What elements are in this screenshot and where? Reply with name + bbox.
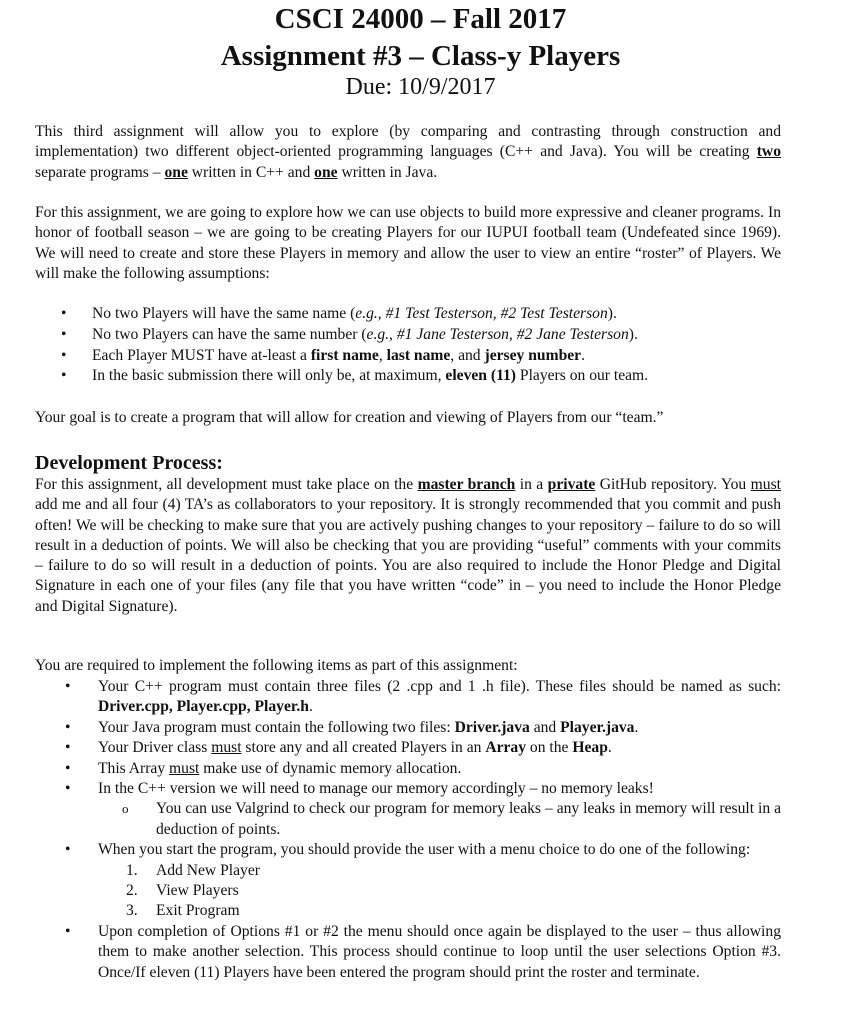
sub-list-item: o You can use Valgrind to check our program for memory leaks – any leaks in memory will result in a deduction of points. [98,799,781,840]
course-title: CSCI 24000 – Fall 2017 [274,3,567,35]
assignment-paragraph: For this assignment, we are going to explore how we can use objects to build more expressive and cleaner programs. In honor of football season – we are going to be creating Players for our IUPUI football team (Undefeated since 1969). We will need to create and store these Players in memory and allow the user to view an entire “roster” of Players. We will make the following assumptions: [35,204,781,282]
list-item: • Your Driver class must store any and all created Players in an Array on the Heap. [35,738,781,758]
list-item: • Your C++ program must contain three files (2 .cpp and 1 .h file). These files should be named as such: Driver.cpp, Player.cpp, Player.h. [35,677,781,718]
list-item: • Upon completion of Options #1 or #2 the menu should once again be displayed to the user – thus allowing them to make another selection. This process should continue to loop until the user selections Option #3. Once/If eleven (11) Players have been entered the program should print the roster and terminate. [35,922,781,983]
section-heading: Development Process: [35,452,223,474]
menu-option: 1. Add New Player [126,861,260,879]
list-item: • No two Players can have the same number (e.g., #1 Jane Testerson, #2 Jane Testerson). [35,325,781,346]
list-item: • No two Players will have the same name (e.g., #1 Test Testerson, #2 Test Testerson). [35,304,781,325]
due-date: Due: 10/9/2017 [345,74,496,100]
goal-paragraph: Your goal is to create a program that will allow for creation and viewing of Players from our “team.” [35,409,664,426]
assumptions-list [35,304,781,387]
sub-list [98,799,781,840]
menu-option: 3. Exit Program [126,902,240,920]
intro-paragraph: This third assignment will allow you to explore (by comparing and contrasting through construction and implementation) two different object-oriented programming languages (C++ and Java). You will be creating two separate programs – one written in C++ and one written in Java. [35,123,781,181]
list-item: • In the basic submission there will only be, at maximum, eleven (11) Players on our team. [35,366,781,387]
menu-option: 2. View Players [126,882,239,900]
requirements-list [35,677,781,983]
list-item: • Your Java program must contain the following two files: Driver.java and Player.java. [35,718,781,738]
list-item: • When you start the program, you should provide the user with a menu choice to do one of the following: 1. Add New Player 2. View Players 3. Exit Program [35,840,781,922]
list-item: • In the C++ version we will need to manage our memory accordingly – no memory leaks! o You can use Valgrind to check our program for memory leaks – any leaks in memory will result in a deduction of points. [35,779,781,840]
menu-options-list [98,861,781,922]
assignment-title: Assignment #3 – Class-y Players [220,40,621,72]
list-item: • This Array must make use of dynamic memory allocation. [35,759,781,779]
development-paragraph: For this assignment, all development must take place on the master branch in a private GitHub repository. You must add me and all four (4) TA’s as collaborators to your repository. It is strongly recommended that you commit and push often! We will be checking to make sure that you are actively pushing changes to your repository – failure to do so will result in a deduction of points. We will also be checking that you are providing “useful” comments with your commits – failure to do so will result in a deduction of points. You are also required to include the Honor Pledge and Digital Signature in each one of your files (any file that you have written “code” in – you need to include the Honor Pledge and Digital Signature). [35,476,781,615]
requirements-intro: You are required to implement the following items as part of this assignment: [35,657,518,674]
list-item: • Each Player MUST have at-least a first name, last name, and jersey number. [35,346,781,367]
